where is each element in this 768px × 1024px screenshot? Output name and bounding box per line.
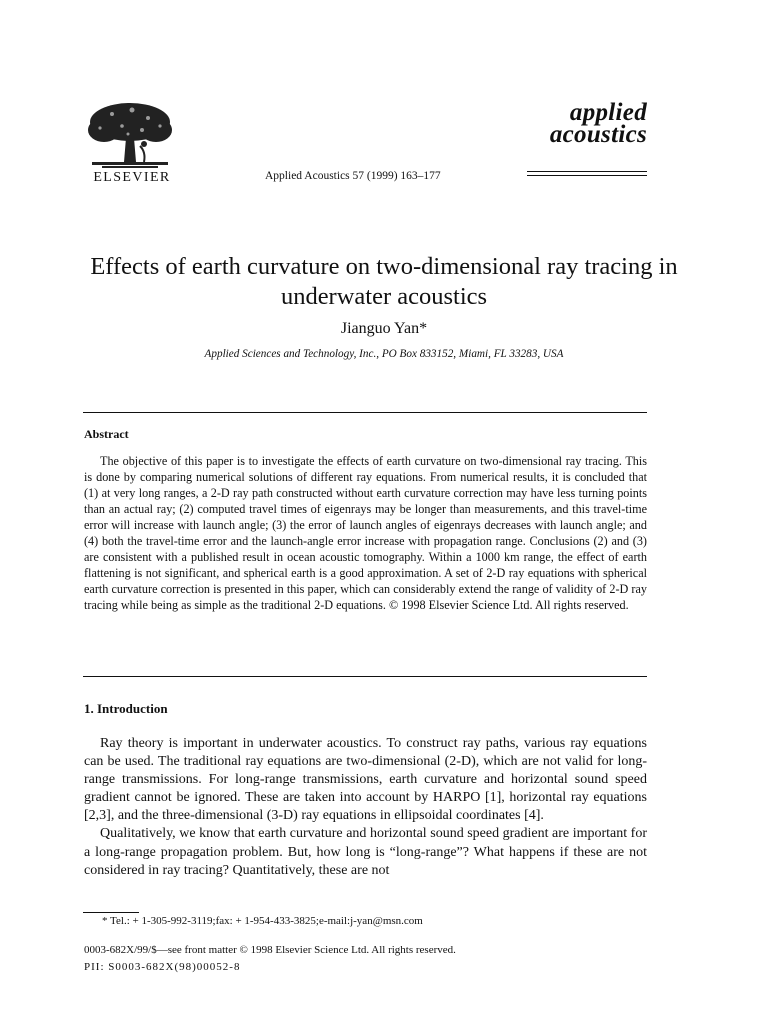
abstract-heading: Abstract <box>84 427 129 441</box>
paper-title: Effects of earth curvature on two-dimensional ray tracing in underwater acoustics <box>90 253 678 310</box>
author-contact-footnote: * Tel.: + 1-305-992-3119;fax: + 1-954-433-3825;e-mail:j-yan@msn.com <box>102 915 423 927</box>
pii-identifier: PII: S0003-682X(98)00052-8 <box>84 961 241 973</box>
publisher-name: ELSEVIER <box>93 170 171 185</box>
section-divider <box>83 676 647 677</box>
journal-logo-rule <box>527 171 647 172</box>
footnote-rule <box>83 912 139 913</box>
journal-logo-line2: acoustics <box>549 121 647 148</box>
body-paragraph: Ray theory is important in underwater acoustics. To construct ray paths, various ray equations can be used. The traditional ray equations are two-dimensional (2-D), which are not valid for long-range transmissions. For long-range transmissions, earth curvature and horizontal sound speed gradient cannot be ignored. These are taken into account by HARPO [1], horizontal ray equations [2,3], and the three-dimensional (3-D) ray equations in ellipsoidal coordinates [4]. <box>84 736 647 824</box>
journal-logo-line1: applied <box>569 99 647 126</box>
journal-reference: Applied Acoustics 57 (1999) 163–177 <box>265 170 441 182</box>
introduction-body <box>84 735 647 880</box>
abstract-body: The objective of this paper is to investigate the effects of earth curvature on two-dimensional ray tracing. This is done by comparing numerical solutions of different ray equations. From numerical results, it is concluded that (1) at very long ranges, a 2-D ray path constructed without earth curvature correction may have less turning points than an actual ray; (2) computed travel times of eigenrays may be longer than measurements, and this travel-time error will increase with launch angle; (3) the error of launch angles of eigenrays decreases with launch angle; and (4) both the travel-time error and the launch-angle error increase with propagation range. Conclusions (2) and (3) are consistent with a published result in ocean acoustic tomography. Within a 1000 km range, the effect of earth flattening is not significant, and spherical earth is a good approximation. A set of 2-D ray equations with spherical earth curvature correction is presented in this paper, which can considerably extend the range of validity of 2-D ray tracing while being as simple as the traditional 2-D equations. © 1998 Elsevier Science Ltd. All rights reserved. <box>84 454 647 612</box>
journal-logo-rule <box>527 175 647 176</box>
copyright-line: 0003-682X/99/$—see front matter © 1998 Elsevier Science Ltd. All rights reserved. <box>84 944 456 956</box>
body-paragraph: Qualitatively, we know that earth curvature and horizontal sound speed gradient are important for a long-range propagation problem. But, how long is “long-range”? What happens if these are not considered in ray tracing? Quantitatively, these are not <box>84 826 647 878</box>
author-affiliation: Applied Sciences and Technology, Inc., PO Box 833152, Miami, FL 33283, USA <box>204 348 564 360</box>
section-divider <box>83 412 647 413</box>
author-name: Jianguo Yan* <box>340 320 428 337</box>
journal-logo <box>527 99 647 179</box>
section-heading-introduction: 1. Introduction <box>84 701 168 716</box>
